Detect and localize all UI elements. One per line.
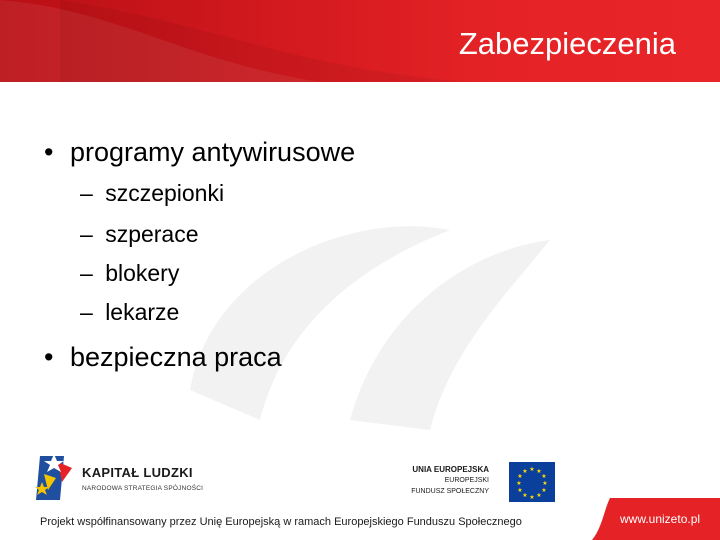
footer-cofinancing-text: Projekt współfinansowany przez Unię Europejską w ramach Europejskiego Funduszu Społecznego bbox=[40, 516, 522, 528]
sub-marker: – bbox=[80, 299, 93, 325]
bullet-item bbox=[44, 342, 282, 373]
kapital-ludzki-subtitle: NARODOWA STRATEGIA SPÓJNOŚCI bbox=[82, 485, 204, 492]
svg-text:★: ★ bbox=[536, 492, 542, 499]
svg-text:★: ★ bbox=[536, 468, 542, 475]
svg-text:★: ★ bbox=[541, 473, 547, 480]
svg-text:★: ★ bbox=[529, 494, 535, 501]
kapital-ludzki-emblem-icon bbox=[34, 452, 78, 504]
bullet-marker: • bbox=[44, 137, 54, 167]
eu-logo-line3: FUNDUSZ SPOŁECZNY bbox=[411, 488, 489, 495]
bullet-item bbox=[44, 137, 356, 168]
svg-text:★: ★ bbox=[542, 480, 548, 487]
title-banner bbox=[0, 0, 720, 82]
watermark-logo bbox=[150, 190, 570, 450]
kapital-ludzki-title: KAPITAŁ LUDZKI bbox=[82, 465, 193, 480]
svg-text:★: ★ bbox=[522, 468, 528, 475]
bullet-text: programy antywirusowe bbox=[70, 137, 356, 167]
svg-text:★: ★ bbox=[522, 492, 528, 499]
eu-logo bbox=[400, 460, 555, 504]
sub-text: blokery bbox=[105, 260, 180, 286]
footer-url[interactable]: www.unizeto.pl bbox=[620, 512, 701, 526]
sub-item bbox=[80, 180, 224, 207]
sub-item bbox=[80, 260, 179, 287]
sub-marker: – bbox=[80, 221, 93, 247]
sub-marker: – bbox=[80, 180, 93, 206]
svg-text:★: ★ bbox=[541, 487, 547, 494]
sub-text: szperace bbox=[105, 221, 199, 247]
sub-item bbox=[80, 221, 199, 248]
svg-text:★: ★ bbox=[517, 487, 523, 494]
kapital-ludzki-logo bbox=[34, 452, 214, 504]
eu-logo-line2: EUROPEJSKI bbox=[444, 477, 489, 484]
svg-text:★: ★ bbox=[517, 473, 523, 480]
slide-title: Zabezpieczenia bbox=[458, 26, 676, 61]
bullet-text: bezpieczna praca bbox=[70, 342, 282, 372]
eu-logo-line1: UNIA EUROPEJSKA bbox=[412, 465, 489, 474]
svg-text:★: ★ bbox=[529, 466, 535, 473]
svg-text:★: ★ bbox=[516, 480, 522, 487]
bullet-marker: • bbox=[44, 342, 54, 372]
footer-brand-block bbox=[592, 498, 720, 540]
sub-marker: – bbox=[80, 260, 93, 286]
sub-text: szczepionki bbox=[105, 180, 225, 206]
sub-item bbox=[80, 299, 179, 326]
sub-text: lekarze bbox=[105, 299, 180, 325]
eu-flag-icon bbox=[509, 462, 555, 502]
